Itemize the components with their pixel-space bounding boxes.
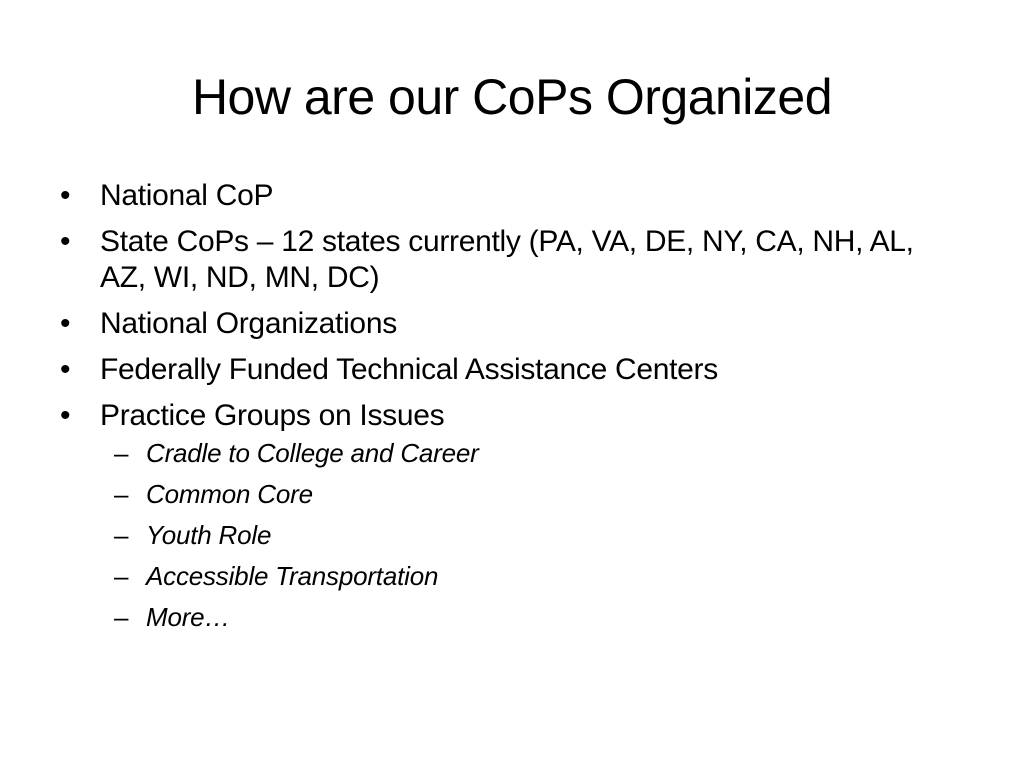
bullet-marker: • [60, 353, 71, 386]
sub-bullet-text: Common Core [146, 479, 313, 509]
sub-bullet-text: Accessible Transportation [146, 561, 439, 591]
bullet-item [58, 352, 958, 388]
sub-bullet-item [100, 561, 958, 591]
bullet-item [58, 398, 958, 632]
sub-bullet-item [100, 438, 958, 468]
sub-bullet-item [100, 602, 958, 632]
sub-bullet-text: Youth Role [146, 520, 272, 550]
bullet-text: State CoPs – 12 states currently (PA, VA, DE, NY, CA, NH, AL, AZ, WI, ND, MN, DC) [100, 225, 914, 294]
sub-bullet-marker: – [114, 602, 129, 632]
sub-bullet-marker: – [114, 479, 129, 509]
bullet-text: National Organizations [100, 307, 397, 340]
sub-bullet-marker: – [114, 561, 129, 591]
sub-bullet-text: Cradle to College and Career [146, 438, 479, 468]
slide-title: How are our CoPs Organized [191, 69, 833, 125]
bullet-list [58, 178, 958, 643]
bullet-text: Practice Groups on Issues [100, 399, 445, 432]
bullet-marker: • [60, 307, 71, 340]
bullet-item [58, 178, 958, 214]
bullet-item [58, 306, 958, 342]
sub-bullet-item [100, 479, 958, 509]
bullet-text: Federally Funded Technical Assistance Centers [100, 353, 718, 386]
sub-bullet-item [100, 520, 958, 550]
sub-bullet-marker: – [114, 520, 129, 550]
bullet-marker: • [60, 399, 71, 432]
sub-bullet-marker: – [114, 438, 129, 468]
sub-bullet-text: More… [146, 602, 231, 632]
sub-bullet-list [100, 438, 958, 632]
bullet-marker: • [60, 225, 71, 258]
bullet-marker: • [60, 179, 71, 212]
bullet-text: National CoP [100, 179, 274, 212]
bullet-item [58, 224, 958, 296]
